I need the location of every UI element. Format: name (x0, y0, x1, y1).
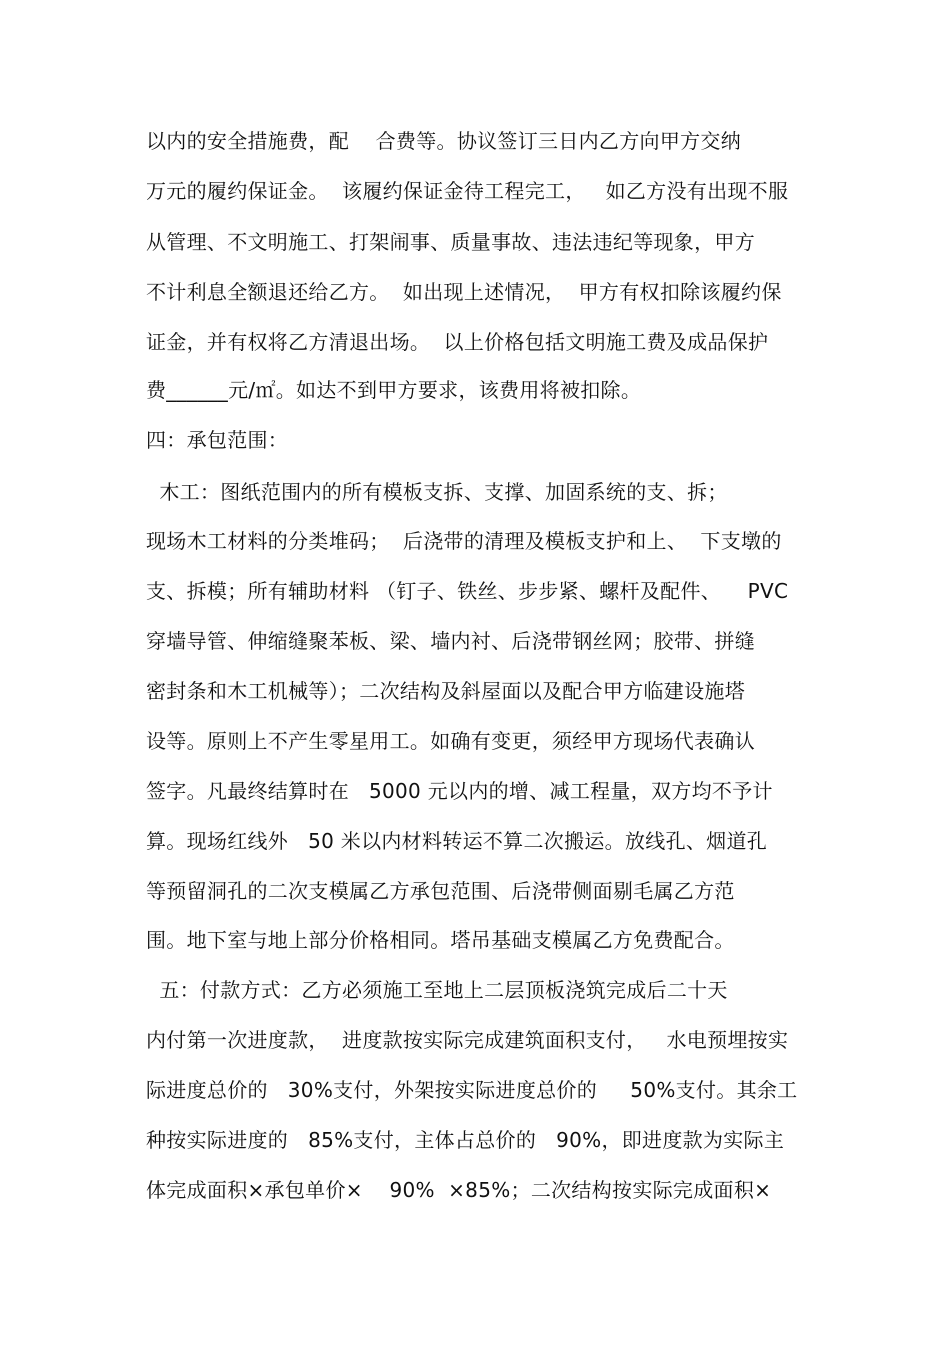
section-heading: 五：付款方式：乙方必须施工至地上二层顶板浇筑完成后二十天 (146, 978, 728, 1002)
text-line: 体完成面积×承包单价× 90% ×85%；二次结构按实际完成面积× (146, 1178, 772, 1202)
text-line: 以内的安全措施费，配 合费等。协议签订三日内乙方向甲方交纳 (146, 129, 742, 153)
text-line: 等预留洞孔的二次支模属乙方承包范围、后浇带侧面剔毛属乙方范 (146, 879, 735, 903)
text-line: 围。地下室与地上部分价格相同。塔吊基础支模属乙方免费配合。 (146, 928, 735, 952)
text-line: 际进度总价的 30%支付，外架按实际进度总价的 50%支付。其余工 (146, 1078, 798, 1102)
text-line: 算。现场红线外 50 米以内材料转运不算二次搬运。放线孔、烟道孔 (146, 829, 768, 853)
text-line: 木工：图纸范围内的所有模板支拆、支撑、加固系统的支、拆； (146, 480, 728, 504)
text-line: 签字。凡最终结算时在 5000 元以内的增、减工程量，双方均不予计 (146, 779, 773, 803)
text-line: 现场木工材料的分类堆码； 后浇带的清理及模板支护和上、 下支墩的 (146, 529, 782, 553)
text-line: 费______元/㎡。如达不到甲方要求，该费用将被扣除。 (146, 378, 642, 402)
text-line: 内付第一次进度款， 进度款按实际完成建筑面积支付， 水电预埋按实 (146, 1028, 789, 1052)
text-line: 种按实际进度的 85%支付，主体占总价的 90%，即进度款为实际主 (146, 1128, 785, 1152)
text-line: 万元的履约保证金。 该履约保证金待工程完工， 如乙方没有出现不服 (146, 179, 789, 203)
section-heading: 四：承包范围： (146, 428, 289, 452)
text-line: 证金，并有权将乙方清退出场。 以上价格包括文明施工费及成品保护 (146, 330, 769, 354)
text-line: 密封条和木工机械等）；二次结构及斜屋面以及配合甲方临建设施塔 (146, 679, 745, 703)
text-line: 从管理、不文明施工、打架闹事、质量事故、违法违纪等现象，甲方 (146, 230, 755, 254)
text-line: 穿墙导管、伸缩缝聚苯板、梁、墙内衬、后浇带钢丝网；胶带、拼缝 (146, 629, 755, 653)
text-line: 设等。原则上不产生零星用工。如确有变更，须经甲方现场代表确认 (146, 729, 755, 753)
text-line: 不计利息全额退还给乙方。 如出现上述情况， 甲方有权扣除该履约保 (146, 280, 782, 304)
text-line: 支、拆模；所有辅助材料 （钉子、铁丝、步步紧、螺杆及配件、 PVC (146, 579, 789, 603)
